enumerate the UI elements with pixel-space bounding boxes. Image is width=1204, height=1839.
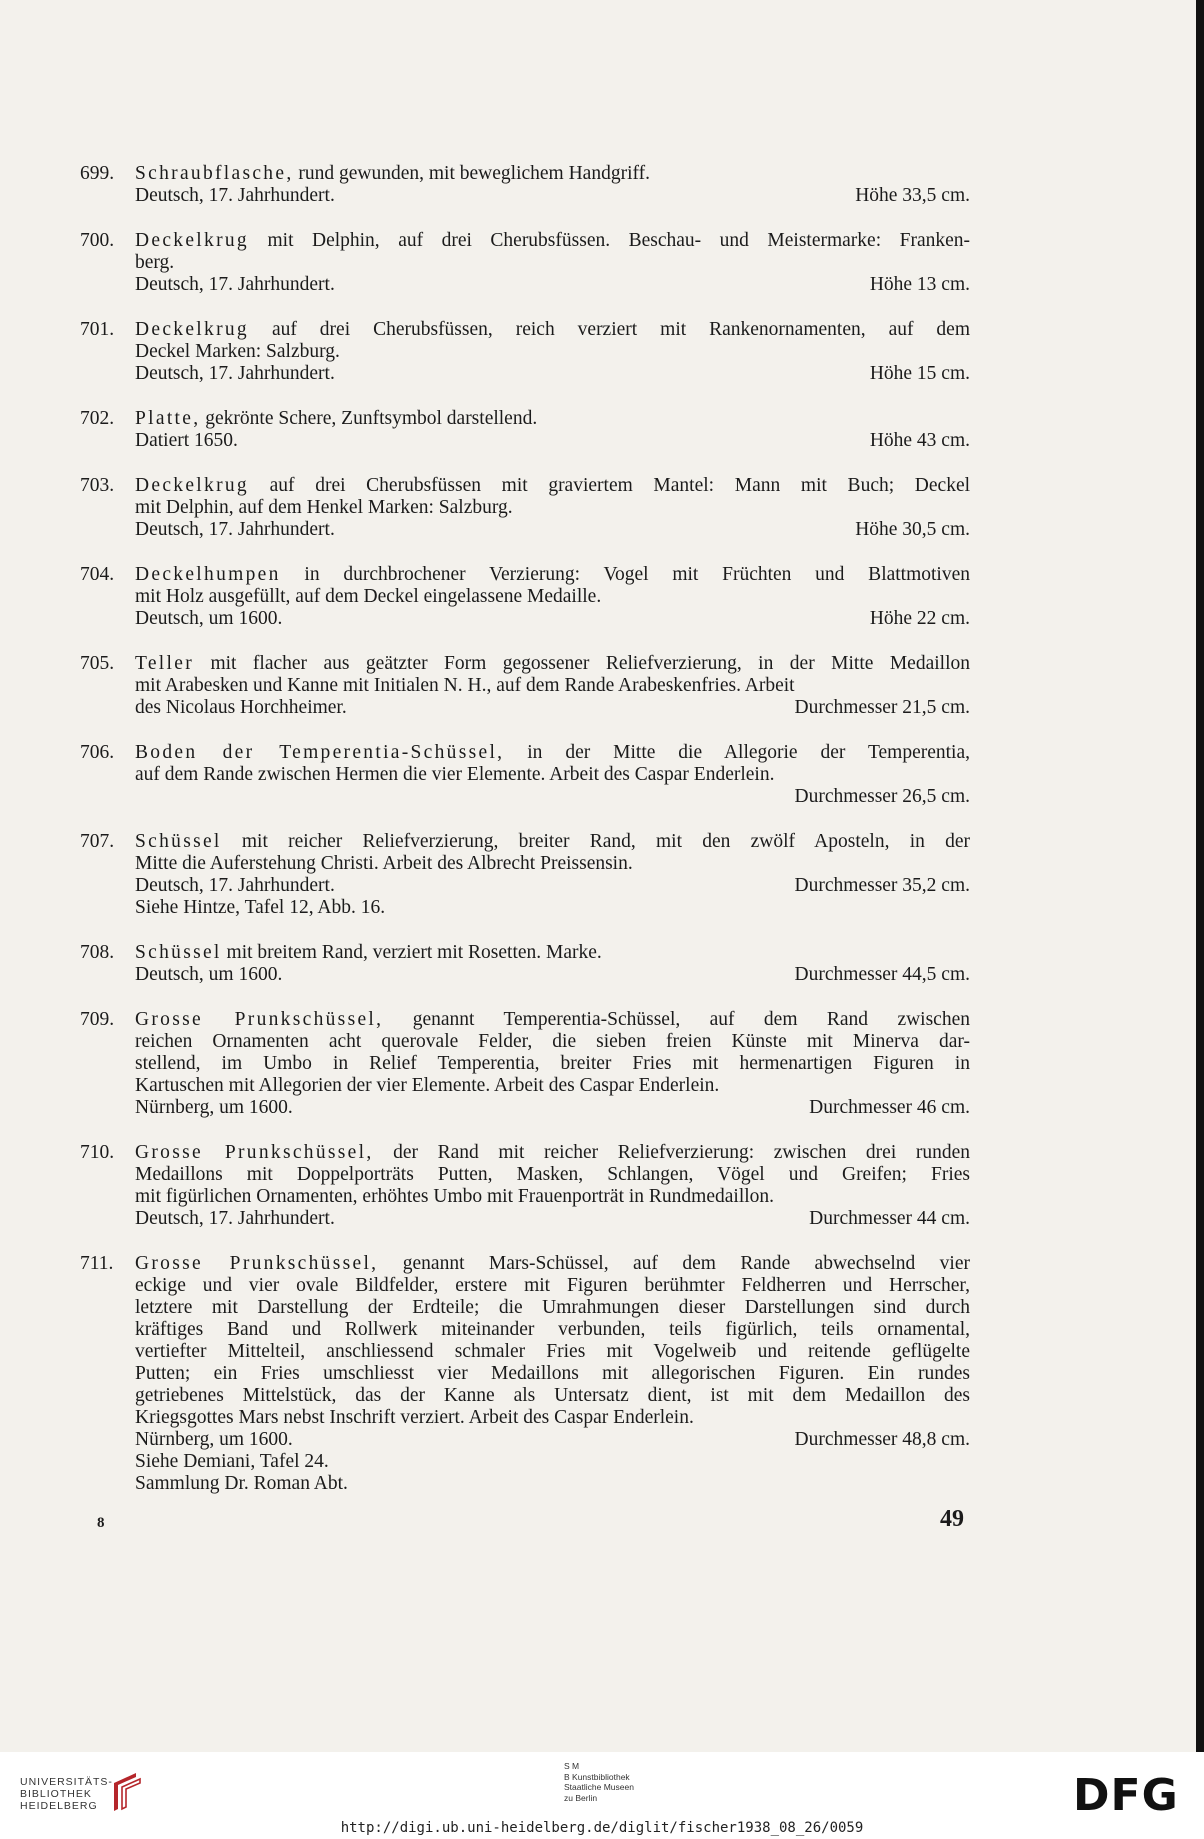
entry-text-line (135, 853, 970, 875)
scan-edge (1196, 0, 1204, 1752)
entry-text: in der Mitte die Allegorie der Temperentia, (527, 742, 970, 763)
catalog-entry (80, 475, 970, 541)
entry-text-line (135, 831, 970, 853)
catalog-entry (80, 831, 970, 919)
entry-text-line (135, 653, 970, 675)
entry-origin: Deutsch, 17. Jahrhundert. (135, 519, 335, 540)
entry-text: Putten; ein Fries umschliesst vier Medaillons mit allegorischen Figuren. Ein rundes (135, 1363, 970, 1384)
entry-reference: Sammlung Dr. Roman Abt. (135, 1473, 348, 1494)
entry-text: letztere mit Darstellung der Erdteile; die Umrahmungen dieser Darstellungen sind durch (135, 1297, 970, 1318)
entry-heading: Schüssel (135, 831, 222, 852)
entry-dimension: Durchmesser 48,8 cm. (794, 1429, 970, 1450)
entry-text: auf dem Rande zwischen Hermen die vier Elemente. Arbeit des Caspar Enderlein. (135, 764, 775, 785)
entry-text-line (135, 1075, 970, 1097)
page-number: 49 (940, 1506, 964, 1532)
entry-number: 706. (80, 742, 115, 763)
entry-heading: Schüssel (135, 942, 222, 963)
entry-text: Kartuschen mit Allegorien der vier Elemente. Arbeit des Caspar Enderlein. (135, 1075, 720, 1096)
entry-text: reichen Ornamenten acht querovale Felder, die sieben freien Künste mit Minerva dar- (135, 1031, 970, 1052)
entry-meta (135, 875, 970, 897)
entry-text: genannt Mars-Schüssel, auf dem Rande abwechselnd vier (402, 1253, 970, 1274)
entry-text: Kriegsgottes Mars nebst Inschrift verziert. Arbeit des Caspar Enderlein. (135, 1407, 694, 1428)
catalog-entry (80, 408, 970, 452)
entry-text-line (135, 1275, 970, 1297)
entry-text-line (135, 564, 970, 586)
entry-text: gekrönte Schere, Zunftsymbol darstellend. (205, 408, 538, 429)
entry-text: der Rand mit reicher Reliefverzierung: zwischen drei runden (393, 1142, 971, 1163)
entry-origin: Deutsch, 17. Jahrhundert. (135, 1208, 335, 1229)
catalog-entry (80, 1253, 970, 1495)
entry-body (135, 475, 970, 541)
kb-line: Staatliche Museen (564, 1782, 634, 1792)
entry-text-line (135, 1053, 970, 1075)
viewer-footer (0, 1752, 1204, 1839)
entry-heading: Boden der Temperentia-Schüssel, (135, 742, 505, 763)
entry-text-line (135, 1385, 970, 1407)
entry-meta (135, 519, 970, 541)
entry-dimension: Durchmesser 44,5 cm. (794, 964, 970, 985)
entry-number: 710. (80, 1142, 115, 1163)
entry-origin: des Nicolaus Horchheimer. (135, 697, 347, 718)
entry-dimension: Höhe 33,5 cm. (855, 185, 970, 206)
entry-text: auf drei Cherubsfüssen, reich verziert mit Rankenornamenten, auf dem (271, 319, 970, 340)
entry-text-line (135, 341, 970, 363)
entry-text: mit figürlichen Ornamenten, erhöhtes Umbo mit Frauenporträt in Rundmedaillon. (135, 1186, 775, 1207)
entry-dimension: Höhe 43 cm. (869, 430, 970, 451)
permalink-url[interactable]: http://digi.ub.uni-heidelberg.de/diglit/fischer1938_08_26/0059 (340, 1820, 864, 1836)
entry-number: 711. (80, 1253, 114, 1274)
entry-number: 703. (80, 475, 115, 496)
entry-text-line (135, 163, 970, 185)
entry-number: 709. (80, 1009, 115, 1030)
entry-meta (135, 1097, 970, 1119)
entry-text-line (135, 764, 970, 786)
entry-meta (135, 1429, 970, 1451)
entry-text-line (135, 475, 970, 497)
entry-number: 700. (80, 230, 115, 251)
entry-text-line (135, 1341, 970, 1363)
library-mark-icon (110, 1769, 146, 1813)
entry-text-line (135, 408, 970, 430)
entry-text-line (135, 497, 970, 519)
entry-body (135, 831, 970, 919)
catalog-entry (80, 230, 970, 296)
entry-number: 704. (80, 564, 115, 585)
entry-meta (135, 786, 970, 808)
entry-text: mit Delphin, auf dem Henkel Marken: Salzburg. (135, 497, 513, 518)
entry-body (135, 163, 970, 207)
entry-text: mit Arabesken und Kanne mit Initialen N. H., auf dem Rande Arabeskenfries. Arbeit (135, 675, 795, 696)
entry-reference: Siehe Hintze, Tafel 12, Abb. 16. (135, 897, 386, 918)
entry-text-line (135, 1363, 970, 1385)
catalog-entry (80, 319, 970, 385)
entry-origin: Nürnberg, um 1600. (135, 1429, 293, 1450)
entry-text: genannt Temperentia-Schüssel, auf dem Rand zwischen (412, 1009, 970, 1030)
entry-origin: Deutsch, 17. Jahrhundert. (135, 185, 335, 206)
catalog-entry (80, 1009, 970, 1119)
entry-text: berg. (135, 252, 175, 273)
kb-line: S M (564, 1761, 580, 1771)
entry-heading: Platte, (135, 408, 201, 429)
entry-text-line (135, 742, 970, 764)
entry-dimension: Höhe 30,5 cm. (855, 519, 970, 540)
entry-text-line (135, 675, 970, 697)
entry-body (135, 1009, 970, 1119)
entry-heading: Grosse Prunkschüssel, (135, 1009, 384, 1030)
entry-text: mit reicher Reliefverzierung, breiter Rand, mit den zwölf Aposteln, in der (241, 831, 970, 852)
entry-number: 702. (80, 408, 115, 429)
entry-body (135, 1142, 970, 1230)
entry-heading: Deckelkrug (135, 475, 249, 496)
entry-number: 705. (80, 653, 115, 674)
entry-text: auf drei Cherubsfüssen mit graviertem Mantel: Mann mit Buch; Deckel (269, 475, 971, 496)
catalog-entry (80, 1142, 970, 1230)
entry-text: vertiefter Mittelteil, anschliessend schmaler Fries mit Vogelweib und reitende geflügelte (135, 1341, 970, 1362)
entry-text: stellend, im Umbo in Relief Temperentia, breiter Fries mit hermenartigen Figuren in (135, 1053, 970, 1074)
entry-text: Medaillons mit Doppelporträts Putten, Masken, Schlangen, Vögel und Greifen; Fries (135, 1164, 970, 1185)
catalog-entries (80, 163, 970, 1518)
entry-number: 699. (80, 163, 115, 184)
entry-text-line (135, 230, 970, 252)
entry-dimension: Durchmesser 26,5 cm. (794, 786, 970, 807)
entry-meta (135, 608, 970, 630)
entry-body (135, 1253, 970, 1495)
entry-text-line (135, 1253, 970, 1275)
entry-meta (135, 964, 970, 986)
entry-heading: Deckelhumpen (135, 564, 281, 585)
entry-text-line (135, 1319, 970, 1341)
entry-text-line (135, 1031, 970, 1053)
entry-body (135, 408, 970, 452)
entry-text-line (135, 1009, 970, 1031)
university-line: HEIDELBERG (20, 1800, 98, 1812)
entry-text-line (135, 252, 970, 274)
catalog-entry (80, 942, 970, 986)
entry-text: Deckel Marken: Salzburg. (135, 341, 340, 362)
entry-text: mit flacher aus geätzter Form gegossener Reliefverzierung, in der Mitte Medaillon (210, 653, 970, 674)
entry-origin: Deutsch, 17. Jahrhundert. (135, 363, 335, 384)
entry-heading: Grosse Prunkschüssel, (135, 1253, 379, 1274)
entry-origin: Deutsch, um 1600. (135, 964, 283, 985)
entry-number: 707. (80, 831, 115, 852)
entry-heading: Deckelkrug (135, 319, 249, 340)
entry-dimension: Höhe 13 cm. (869, 274, 970, 295)
entry-body (135, 942, 970, 986)
entry-meta (135, 185, 970, 207)
entry-body (135, 564, 970, 630)
entry-text-line (135, 1297, 970, 1319)
signature-mark: 8 (97, 1515, 105, 1531)
entry-origin: Deutsch, 17. Jahrhundert. (135, 875, 335, 896)
entry-body (135, 742, 970, 808)
entry-heading: Teller (135, 653, 194, 674)
entry-meta (135, 1208, 970, 1230)
entry-dimension: Durchmesser 46 cm. (809, 1097, 970, 1118)
entry-text-line (135, 1186, 970, 1208)
entry-text-line (135, 1164, 970, 1186)
entry-origin: Deutsch, um 1600. (135, 608, 283, 629)
entry-text: mit Holz ausgefüllt, auf dem Deckel eingelassene Medaille. (135, 586, 602, 607)
entry-dimension: Durchmesser 35,2 cm. (794, 875, 970, 896)
entry-origin: Datiert 1650. (135, 430, 238, 451)
entry-text: in durchbrochener Verzierung: Vogel mit Früchten und Blattmotiven (304, 564, 971, 585)
catalog-entry (80, 163, 970, 207)
kb-line: B Kunstbibliothek (564, 1771, 630, 1782)
entry-text-line (135, 1142, 970, 1164)
entry-text: kräftiges Band und Rollwerk miteinander verbunden, teils figürlich, teils ornamental, (135, 1319, 970, 1340)
kb-line: zu Berlin (564, 1792, 598, 1803)
entry-text-line (135, 319, 970, 341)
entry-body (135, 319, 970, 385)
entry-meta (135, 430, 970, 452)
catalog-entry (80, 653, 970, 719)
entry-meta (135, 363, 970, 385)
entry-reference: Siehe Demiani, Tafel 24. (135, 1451, 329, 1472)
entry-text-line (135, 942, 970, 964)
entry-text-line (135, 1407, 970, 1429)
entry-number: 701. (80, 319, 115, 340)
entry-text: Mitte die Auferstehung Christi. Arbeit des Albrecht Preissensin. (135, 853, 633, 874)
entry-dimension: Durchmesser 44 cm. (809, 1208, 970, 1229)
entry-text: getriebenes Mittelstück, das der Kanne als Untersatz dient, ist mit dem Medaillon des (135, 1385, 970, 1406)
university-line: BIBLIOTHEK (20, 1788, 92, 1800)
entry-number: 708. (80, 942, 115, 963)
university-line: UNIVERSITÄTS- (20, 1776, 113, 1788)
catalog-entry (80, 564, 970, 630)
entry-dimension: Durchmesser 21,5 cm. (794, 697, 970, 718)
entry-text: mit Delphin, auf drei Cherubsfüssen. Beschau- und Meistermarke: Franken- (267, 230, 971, 251)
entry-origin: Nürnberg, um 1600. (135, 1097, 293, 1118)
entry-body (135, 230, 970, 296)
entry-meta (135, 274, 970, 296)
entry-text: mit breitem Rand, verziert mit Rosetten. Marke. (226, 942, 602, 963)
entry-dimension: Höhe 22 cm. (869, 608, 970, 629)
catalog-entry (80, 742, 970, 808)
dfg-logo[interactable]: DFG (1073, 1770, 1179, 1821)
entry-heading: Schraubflasche, (135, 163, 294, 184)
entry-dimension: Höhe 15 cm. (869, 363, 970, 384)
entry-origin: Deutsch, 17. Jahrhundert. (135, 274, 335, 295)
entry-text: rund gewunden, mit beweglichem Handgriff. (298, 163, 651, 184)
entry-meta (135, 697, 970, 719)
university-library-logo[interactable] (20, 1776, 113, 1812)
entry-heading: Grosse Prunkschüssel, (135, 1142, 374, 1163)
entry-heading: Deckelkrug (135, 230, 249, 251)
entry-text-line (135, 586, 970, 608)
entry-text: eckige und vier ovale Bildfelder, erstere mit Figuren berühmter Feldherren und Herrscher, (135, 1275, 970, 1296)
kunstbibliothek-logo[interactable] (564, 1761, 634, 1803)
entry-body (135, 653, 970, 719)
